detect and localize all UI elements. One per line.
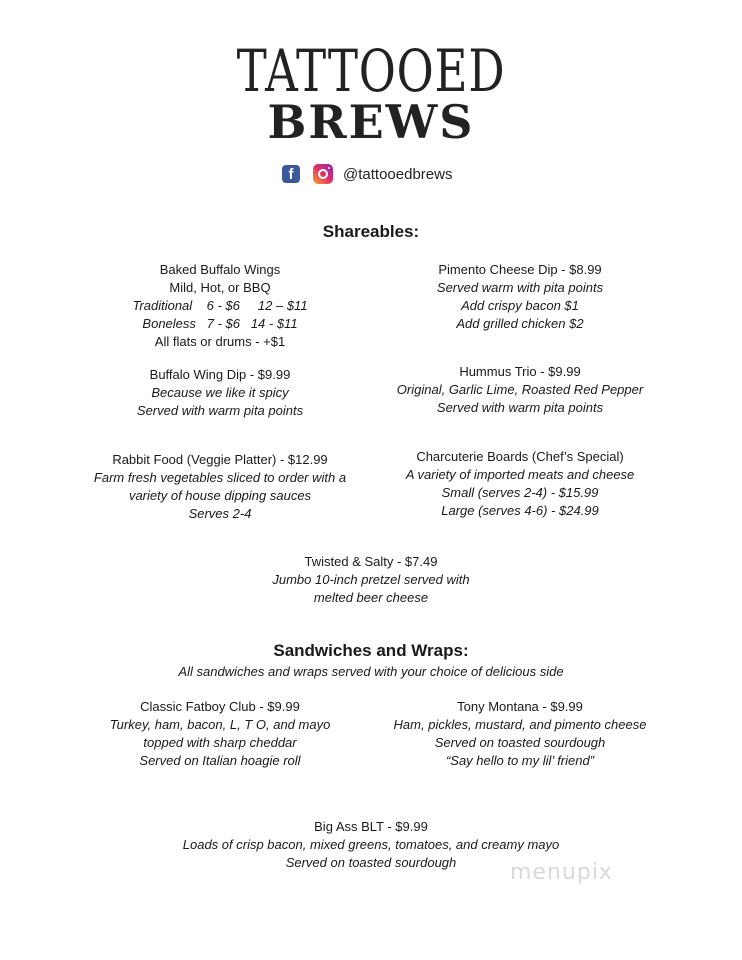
item-description-line: Loads of crisp bacon, mixed greens, tomatoes, and creamy mayo [182,837,560,852]
item-description-line: Turkey, ham, bacon, L, T O, and mayo [109,717,331,732]
item-description-line: All flats or drums - +$1 [154,334,286,349]
item-description-line: Served on toasted sourdough [434,735,606,750]
item-description-line: Served on Italian hoagie roll [139,753,301,768]
item-description-line: Mild, Hot, or BBQ [169,280,271,295]
item-description-line: Serves 2-4 [188,506,252,521]
item-description-line: melted beer cheese [313,590,429,605]
item-name: Tony Montana - $9.99 [457,699,583,714]
item-description-line: Add crispy bacon $1 [461,298,579,313]
menu-item [50,261,390,351]
instagram-icon[interactable] [313,164,333,184]
social-links [282,162,452,186]
item-description-line: topped with sharp cheddar [143,735,297,750]
item-description-line: Because we like it spicy [151,385,289,400]
item-description-line: Served with warm pita points [136,403,304,418]
item-name: Buffalo Wing Dip - $9.99 [149,367,291,382]
item-description-line: Small (serves 2-4) - $15.99 [441,485,599,500]
item-description-line: Traditional 6 - $6 12 – $11 [132,298,308,313]
item-description-line: Ham, pickles, mustard, and pimento cheese [393,717,647,732]
brand-line1: TATTOOED [236,37,506,105]
item-name: Big Ass BLT - $9.99 [314,819,428,834]
menu-item [50,698,390,770]
item-description-line: A variety of imported meats and cheese [405,467,635,482]
item-description-line: “Say hello to my lil’ friend” [445,753,595,768]
sandwiches-note: All sandwiches and wraps served with your choice of delicious side [178,664,564,679]
menu-item [50,451,390,523]
item-description-line: Original, Garlic Lime, Roasted Red Pepper [396,382,644,397]
menu-item [350,363,690,417]
item-description-line: Farm fresh vegetables sliced to order with a [93,470,347,485]
item-description-line: variety of house dipping sauces [128,488,312,503]
menu-item [350,261,690,333]
menu-item [350,698,690,770]
item-name: Twisted & Salty - $7.49 [304,554,438,569]
item-description-line: Served on toasted sourdough [285,855,457,870]
item-name: Charcuterie Boards (Chef’s Special) [416,449,624,464]
item-description-line: Jumbo 10-inch pretzel served with [272,572,470,587]
social-handle: @tattooedbrews [343,165,453,183]
menu-item [50,366,390,420]
brand-line2: BREWS [267,95,475,149]
item-name: Classic Fatboy Club - $9.99 [140,699,300,714]
item-description-line: Served warm with pita points [436,280,604,295]
item-description-line: Served with warm pita points [436,400,604,415]
item-name: Pimento Cheese Dip - $8.99 [438,262,602,277]
item-description-line: Large (serves 4-6) - $24.99 [441,503,599,518]
facebook-icon[interactable]: f [282,165,300,183]
item-name: Rabbit Food (Veggie Platter) - $12.99 [112,452,328,467]
menu-item [350,448,690,520]
shareables-title: Shareables: [322,222,420,241]
item-description-line: Boneless 7 - $6 14 - $11 [142,316,298,331]
watermark: menupix [510,860,613,885]
item-name: Hummus Trio - $9.99 [459,364,581,379]
item-description-line: Add grilled chicken $2 [456,316,584,331]
item-name: Baked Buffalo Wings [159,262,281,277]
sandwiches-title: Sandwiches and Wraps: [273,641,469,660]
menu-item [120,553,622,607]
brand-logo [0,37,742,149]
